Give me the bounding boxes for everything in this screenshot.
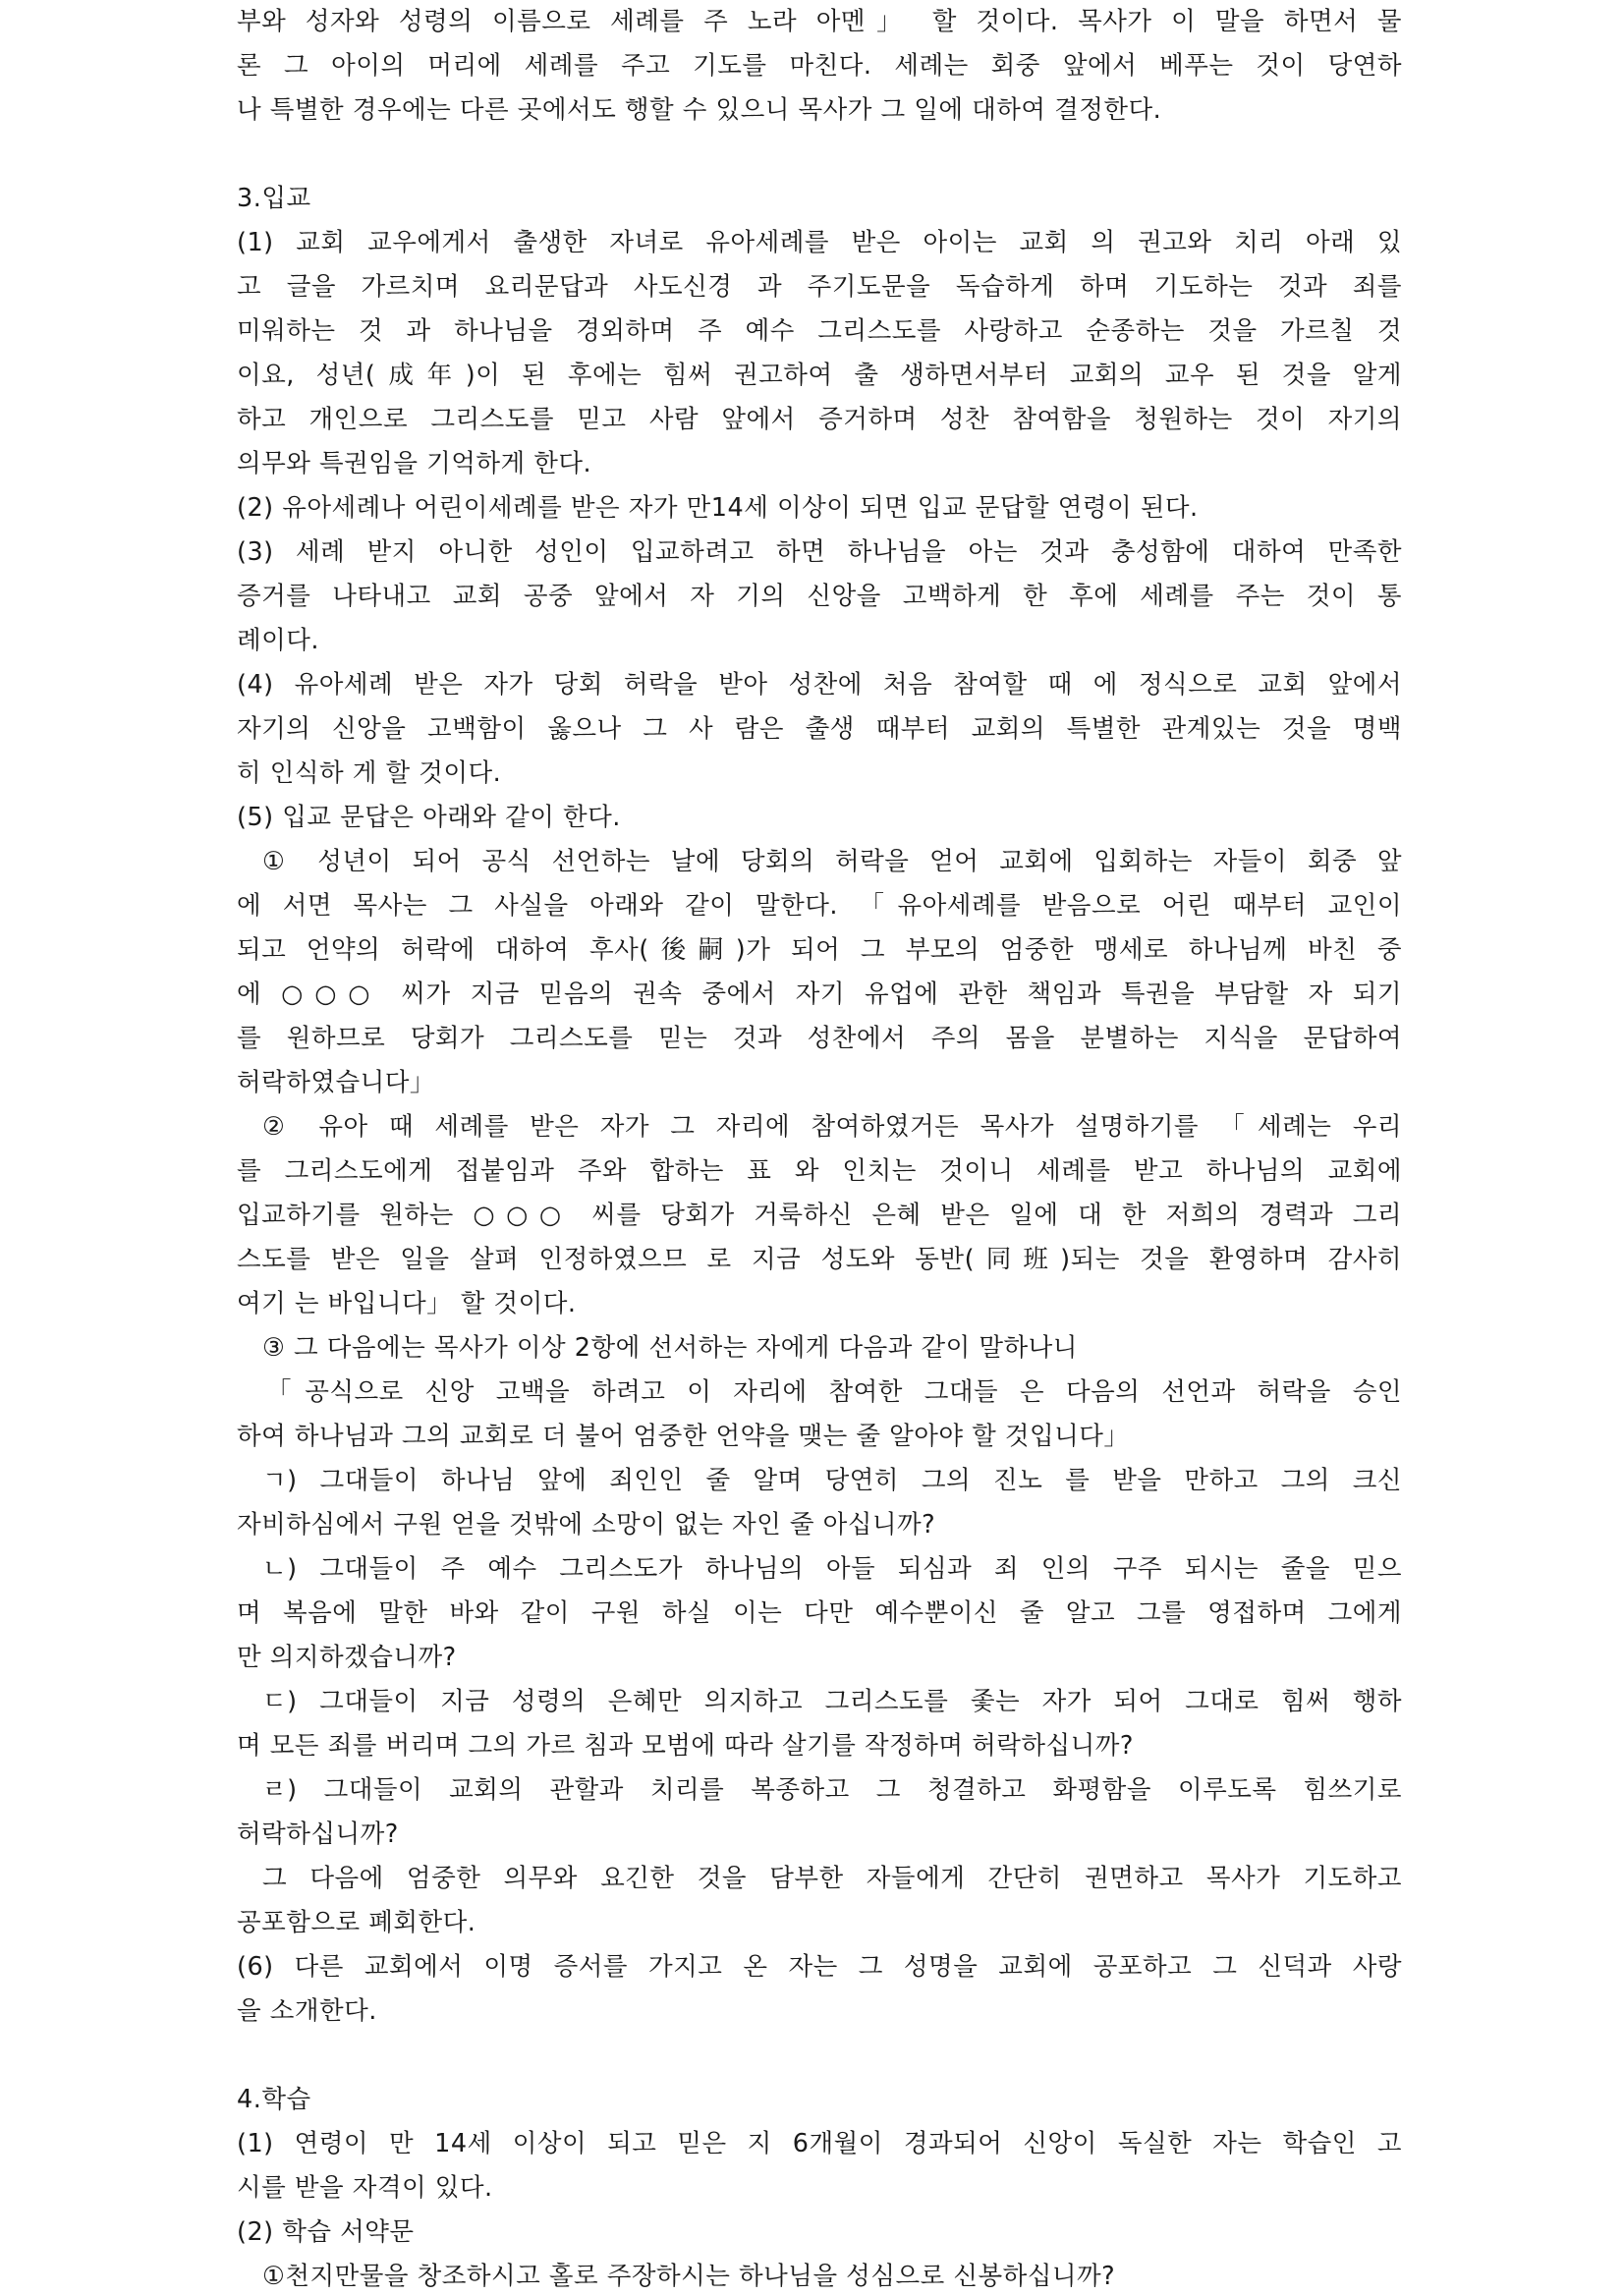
text-line: (4) 유아세례 받은 자가 당회 허락을 받아 성찬에 처음 참여할 때 에 정식으로 교회 앞에서 (237, 670, 1402, 700)
text-line: (5) 입교 문답은 아래와 같이 한다. (237, 803, 621, 832)
section-heading: 3.입교 (237, 184, 311, 213)
text-line: 「공식으로 신앙 고백을 하려고 이 자리에 참여한 그대들 은 다음의 선언과 허락을 승인 (266, 1377, 1402, 1407)
text-line: 며 복음에 말한 바와 같이 구원 하실 이는 다만 예수뿐이신 줄 알고 그를 영접하며 그에게 (237, 1598, 1402, 1628)
text-line: 시를 받을 자격이 있다. (237, 2173, 493, 2203)
text-line: ① 성년이 되어 공식 선언하는 날에 당회의 허락을 얻어 교회에 입회하는 자들이 회중 앞 (262, 847, 1402, 876)
text-line: 나 특별한 경우에는 다른 곳에서도 행할 수 있으니 목사가 그 일에 대하여 결정한다. (237, 95, 1162, 125)
text-line: 에 ○○○ 씨가 지금 믿음의 권속 중에서 자기 유업에 관한 책임과 특권을 부담할 자 되기 (237, 980, 1402, 1009)
text-line: 자기의 신앙을 고백함이 옳으나 그 사 람은 출생 때부터 교회의 특별한 관계있는 것을 명백 (237, 714, 1402, 744)
text-line: ①천지만물을 창조하시고 홀로 주장하시는 하나님을 성심으로 신봉하십니까? (262, 2262, 1116, 2291)
text-line: 증거를 나타내고 교회 공중 앞에서 자 기의 신앙을 고백하게 한 후에 세례를 주는 것이 통 (237, 582, 1402, 611)
text-line: 의무와 특권임을 기억하게 한다. (237, 449, 592, 478)
text-line: 허락하였습니다」 (237, 1068, 435, 1097)
text-line: (1) 교회 교우에게서 출생한 자녀로 유아세례를 받은 아이는 교회 의 권고와 치리 아래 있 (237, 228, 1402, 257)
text-line: 에 서면 목사는 그 사실을 아래와 같이 말한다. 「유아세례를 받음으로 어린 때부터 교인이 (237, 891, 1402, 921)
text-line: 미워하는 것 과 하나님을 경외하며 주 예수 그리스도를 사랑하고 순종하는 것을 가르칠 것 (237, 316, 1402, 346)
text-line: ㄱ) 그대들이 하나님 앞에 죄인인 줄 알며 당연히 그의 진노 를 받을 만하고 그의 크신 (262, 1466, 1402, 1495)
text-line: 만 의지하겠습니까? (237, 1643, 457, 1672)
text-line: 자비하심에서 구원 얻을 것밖에 소망이 없는 자인 줄 아십니까? (237, 1510, 936, 1540)
text-line: 되고 언약의 허락에 대하여 후사(後嗣)가 되어 그 부모의 엄중한 맹세로 하나님께 바친 중 (237, 935, 1402, 965)
text-line: 례이다. (237, 626, 320, 655)
section-heading: 4.학습 (237, 2085, 311, 2114)
text-line: 이요, 성년(成年)이 된 후에는 힘써 권고하여 출 생하면서부터 교회의 교우 된 것을 알게 (237, 361, 1402, 390)
text-line: 를 그리스도에게 접붙임과 주와 합하는 표 와 인치는 것이니 세례를 받고 하나님의 교회에 (237, 1156, 1402, 1186)
text-line: ㄴ) 그대들이 주 예수 그리스도가 하나님의 아들 되심과 죄 인의 구주 되시는 줄을 믿으 (262, 1554, 1402, 1584)
text-line: 입교하기를 원하는 ○○○ 씨를 당회가 거룩하신 은혜 받은 일에 대 한 저희의 경력과 그리 (237, 1201, 1402, 1230)
text-line: (6) 다른 교회에서 이명 증서를 가지고 온 자는 그 성명을 교회에 공포하고 그 신덕과 사랑 (237, 1952, 1402, 1982)
text-line: 여기 는 바입니다」 할 것이다. (237, 1289, 577, 1318)
text-line: ③ 그 다음에는 목사가 이상 2항에 선서하는 자에게 다음과 같이 말하나니 (262, 1333, 1078, 1363)
text-line: ② 유아 때 세례를 받은 자가 그 자리에 참여하였거든 목사가 설명하기를 「세례는 우리 (262, 1112, 1402, 1142)
text-line: 를 원하므로 당회가 그리스도를 믿는 것과 성찬에서 주의 몸을 분별하는 지식을 문답하여 (237, 1024, 1402, 1053)
text-line: (2) 유아세례나 어린이세례를 받은 자가 만14세 이상이 되면 입교 문답할 연령이 된다. (237, 493, 1199, 523)
text-line: 하여 하나님과 그의 교회로 더 불어 엄중한 언약을 맺는 줄 알아야 할 것입니다」 (237, 1422, 1130, 1451)
text-line: 그 다음에 엄중한 의무와 요긴한 것을 담부한 자들에게 간단히 권면하고 목사가 기도하고 (262, 1864, 1402, 1893)
text-line: 론 그 아이의 머리에 세례를 주고 기도를 마친다. 세례는 회중 앞에서 베푸는 것이 당연하 (237, 51, 1402, 81)
text-line: 을 소개한다. (237, 1996, 377, 2026)
text-line: 허락하십니까? (237, 1820, 399, 1849)
text-line: ㄷ) 그대들이 지금 성령의 은혜만 의지하고 그리스도를 좇는 자가 되어 그대로 힘써 행하 (262, 1687, 1402, 1716)
text-line: 히 인식하 게 할 것이다. (237, 758, 502, 788)
text-line: ㄹ) 그대들이 교회의 관할과 치리를 복종하고 그 청결하고 화평함을 이루도록 힘쓰기로 (262, 1775, 1402, 1805)
text-line: 고 글을 가르치며 요리문답과 사도신경 과 주기도문을 독습하게 하며 기도하는 것과 죄를 (237, 272, 1402, 302)
text-line: 며 모든 죄를 버리며 그의 가르 침과 모범에 따라 살기를 작정하며 허락하십니까? (237, 1731, 1134, 1761)
text-line: 스도를 받은 일을 살펴 인정하였으므 로 지금 성도와 동반(同班)되는 것을 환영하며 감사히 (237, 1245, 1402, 1274)
text-line: (1) 연령이 만 14세 이상이 되고 믿은 지 6개월이 경과되어 신앙이 독실한 자는 학습인 고 (237, 2129, 1402, 2158)
text-line: 부와 성자와 성령의 이름으로 세례를 주 노라 아멘」 할 것이다. 목사가 이 말을 하면서 물 (237, 7, 1402, 36)
text-line: 하고 개인으로 그리스도를 믿고 사람 앞에서 증거하며 성찬 참여함을 청원하는 것이 자기의 (237, 405, 1402, 434)
text-line: 공포함으로 폐회한다. (237, 1908, 476, 1937)
text-line: (3) 세례 받지 아니한 성인이 입교하려고 하면 하나님을 아는 것과 충성함에 대하여 만족한 (237, 537, 1402, 567)
text-line: (2) 학습 서약문 (237, 2217, 415, 2247)
